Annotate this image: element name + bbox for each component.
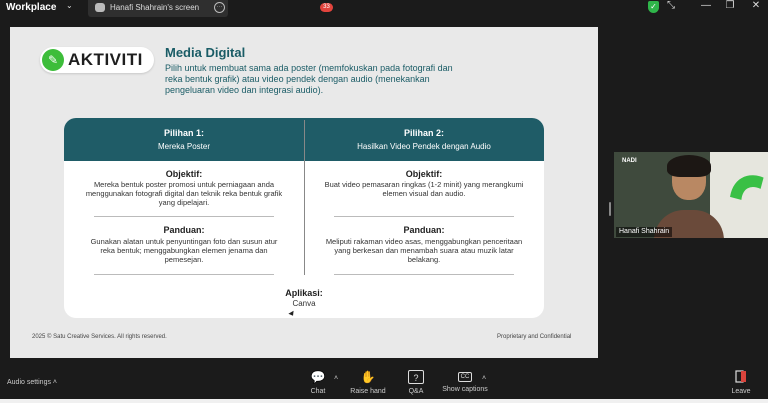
more-options-icon[interactable]: ··· bbox=[214, 2, 225, 13]
raise-hand-label: Raise hand bbox=[350, 388, 386, 395]
restore-button[interactable]: ❐ bbox=[725, 0, 735, 11]
activity-badge bbox=[40, 47, 154, 73]
option-2-objektif-heading: Objektif: bbox=[405, 169, 443, 179]
option-1-panduan-heading: Panduan: bbox=[163, 225, 205, 235]
fullscreen-icon[interactable]: ⤡ bbox=[667, 0, 675, 11]
app-title: Workplace bbox=[6, 2, 57, 13]
meeting-toolbar bbox=[0, 366, 768, 403]
slide-footer-copyright: 2025 © Satu Creative Services. All rights reserved. bbox=[32, 334, 167, 340]
option-1-title: Pilihan 1: bbox=[163, 128, 204, 138]
leave-button[interactable] bbox=[716, 370, 766, 395]
column-divider bbox=[304, 120, 305, 275]
option-2-subtitle: Hasilkan Video Pendek dengan Audio bbox=[357, 142, 491, 151]
video-logo-text: NADI bbox=[622, 158, 637, 164]
security-shield-icon[interactable]: ✓ bbox=[648, 1, 659, 13]
option-2-panduan-text: Meliputi rakaman video asas, menggabungkan penceritaan yang berkesan dan menambah suara atau muzik latar belakang. bbox=[325, 237, 523, 264]
slide-footer-confidential: Proprietary and Confidential bbox=[497, 334, 572, 340]
leave-label: Leave bbox=[731, 388, 751, 395]
divider-line bbox=[334, 216, 514, 217]
participant-video-tile[interactable] bbox=[614, 152, 768, 238]
app-menu-chevron-icon[interactable]: ⌄ bbox=[66, 1, 73, 10]
screen-share-tab-label: Hanafi Shahrain's screen bbox=[110, 3, 200, 12]
close-button[interactable]: ✕ bbox=[751, 0, 761, 11]
options-panel bbox=[64, 118, 544, 318]
qa-button[interactable] bbox=[391, 370, 441, 395]
captions-chevron-up-icon[interactable]: ˄ bbox=[482, 375, 487, 382]
mouse-cursor-icon bbox=[288, 311, 295, 317]
chat-button[interactable] bbox=[293, 370, 343, 395]
aplikasi-heading: Aplikasi: bbox=[285, 288, 323, 298]
pencil-icon: ✎ bbox=[42, 49, 64, 71]
qa-label: Q&A bbox=[408, 388, 424, 395]
slide-description: Pilih untuk membuat sama ada poster (memfokuskan pada fotografi dan reka bentuk grafik) atau video pendek dengan audio (menekankan pengeluaran video dan integrasi audio). bbox=[165, 63, 453, 95]
captions-icon: CC bbox=[458, 372, 472, 382]
option-1-objektif-heading: Objektif: bbox=[165, 169, 203, 179]
chat-chevron-up-icon[interactable]: ˄ bbox=[334, 375, 339, 382]
panel-resize-handle[interactable] bbox=[609, 202, 611, 216]
participant-name-label: Hanafi Shahrain bbox=[616, 227, 672, 237]
taskbar-edge bbox=[0, 399, 768, 403]
slide-title: Media Digital bbox=[165, 45, 246, 60]
chat-label: Chat bbox=[310, 388, 326, 395]
option-2-objektif-text: Buat video pemasaran ringkas (1-2 minit) yang merangkumi elemen visual dan audio. bbox=[324, 180, 524, 198]
shared-slide bbox=[10, 27, 598, 358]
elephant-icon bbox=[95, 3, 105, 12]
leave-icon bbox=[733, 370, 749, 384]
audio-settings-button[interactable]: Audio settings ˄ bbox=[7, 379, 58, 386]
chat-icon: 💬 bbox=[310, 370, 326, 384]
raise-hand-button[interactable] bbox=[343, 370, 393, 395]
divider-line bbox=[334, 274, 514, 275]
hand-icon: ✋ bbox=[360, 370, 376, 384]
show-captions-label: Show captions bbox=[442, 386, 488, 393]
title-bar bbox=[0, 0, 768, 17]
option-2-panduan-heading: Panduan: bbox=[403, 225, 445, 235]
option-1-panduan-text: Gunakan alatan untuk penyuntingan foto dan susun atur reka bentuk; menggabungkan elemen jenama dan pemesejan. bbox=[90, 237, 278, 264]
divider-line bbox=[94, 274, 274, 275]
option-1-objektif-text: Mereka bentuk poster promosi untuk perniagaan anda menggunakan fotografi digital dan teknik reka bentuk grafik yang dipelajari. bbox=[85, 180, 283, 207]
chat-unread-badge: 33 bbox=[320, 3, 333, 12]
activity-badge-label: AKTIVITI bbox=[68, 50, 143, 69]
option-2-title: Pilihan 2: bbox=[403, 128, 444, 138]
qa-icon: ? bbox=[408, 370, 424, 384]
screen-share-tab[interactable] bbox=[88, 0, 228, 17]
aplikasi-value: Canva bbox=[292, 299, 316, 308]
participant-hair bbox=[667, 155, 711, 177]
minimize-button[interactable]: — bbox=[701, 0, 711, 11]
divider-line bbox=[94, 216, 274, 217]
option-1-subtitle: Mereka Poster bbox=[157, 142, 211, 151]
